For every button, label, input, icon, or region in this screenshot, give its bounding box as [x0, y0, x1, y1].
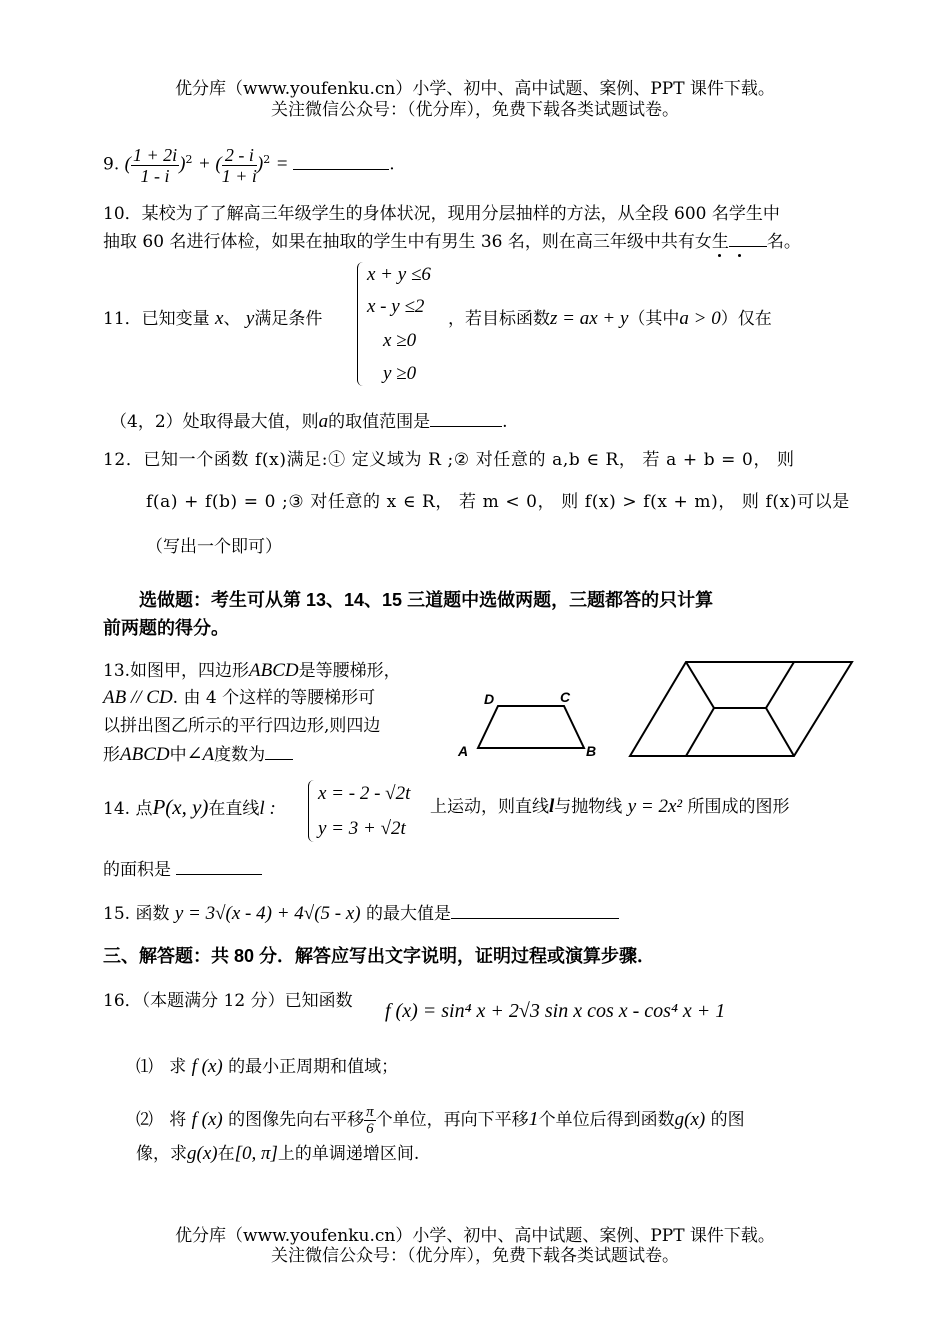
question-16-part-2-line-1: ⑵ 将 f (x) 的图像先向右平移 $\frac{\pi}{6}$ 个单位，再向下平移1个单位后得到函数g(x) 的图	[136, 1104, 745, 1137]
footer-line-2: 关注微信公众号：（优分库），免费下载各类试题试卷。	[271, 1246, 679, 1266]
elective-note-line-2: 前两题的得分。	[103, 618, 229, 638]
question-16-part-1: ⑴ 求 f (x) 的最小正周期和值域；	[136, 1056, 399, 1077]
question-16-function: f (x) = sin⁴ x + 2√3 sin x cos x - cos⁴ x + 1	[385, 1000, 726, 1022]
footer-line-1: 优分库（www.youfenku.cn）小学、初中、高中试题、案例、PPT 课件下载。	[175, 1226, 775, 1246]
question-11-line-1b: ，若目标函数z = ax + y（其中a > 0）仅在	[448, 308, 772, 329]
vertex-label-b: B	[586, 743, 597, 758]
q9-number: 9.	[103, 154, 120, 175]
elective-note-line-1: 选做题：考生可从第 13、14、15 三道题中选做两题，三题都答的只计算	[139, 590, 714, 610]
question-13-line-4: 形ABCD中∠A度数为	[103, 743, 293, 766]
question-10-line-2: 抽取 60 名进行体检，如果在抽取的学生中有男生 36 名，则在高三年级中共有女生 名。	[103, 232, 801, 252]
q14-answer-blank[interactable]	[176, 858, 262, 875]
trapezoid-shape	[478, 706, 584, 748]
vertex-label-d: D	[484, 691, 495, 707]
question-16-lead: 16．（本题满分 12 分）已知函数	[103, 991, 353, 1011]
q11-constraint-1: x + y ≤6	[367, 264, 431, 285]
vertex-label-c: C	[560, 689, 571, 705]
header-line-1: 优分库（www.youfenku.cn）小学、初中、高中试题、案例、PPT 课件下载。	[175, 79, 775, 99]
q9-fraction-1: $\frac{1 + 2i}{1 - i}$	[132, 144, 178, 186]
question-12-line-3: （写出一个即可）	[146, 537, 282, 557]
question-12-line-2: f(a) + f(b) = 0 ;③ 对任意的 x ∈ R， 若 m < 0， 则 f(x) > f(x + m)， 则 f(x)可以是	[146, 492, 850, 512]
figure-trapezoid	[452, 686, 602, 758]
question-13-line-1: 13.如图甲，四边形ABCD是等腰梯形，	[103, 660, 401, 681]
emphasis-dot	[718, 254, 721, 257]
header-line-2: 关注微信公众号：（优分库），免费下载各类试题试卷。	[271, 100, 679, 120]
question-15: 15. 函数 y = 3√(x - 4) + 4√(5 - x) 的最大值是	[103, 902, 619, 925]
figure-parallelogram	[626, 658, 856, 760]
q11-constraint-4: y ≥0	[383, 363, 417, 384]
question-12-line-1: 12．已知一个函数 f(x)满足:① 定义域为 R ;② 对任意的 a,b ∈ R， 若 a + b = 0， 则	[103, 450, 795, 470]
question-13-line-3: 以拼出图乙所示的平行四边形,则四边	[103, 716, 381, 736]
q15-answer-blank[interactable]	[451, 902, 619, 919]
q9-fraction-2: $\frac{2 - i}{1 + i}$	[221, 144, 257, 186]
inner-edge	[766, 662, 794, 708]
question-9: 9. ( $\frac{1 + 2i}{1 - i}$ )$^2$ + ( $\frac{2 - i}{1 + i}$ )$^2$ = .	[103, 144, 395, 186]
question-10-line-1: 10．某校为了了解高三年级学生的身体状况，现用分层抽样的方法，从全段 600 名学生中	[103, 204, 780, 224]
question-13-line-2: AB // CD. 由 4 个这样的等腰梯形可	[103, 687, 376, 708]
q11-constraint-2: x - y ≤2	[367, 296, 425, 317]
inner-edge	[766, 708, 794, 756]
question-11-line-1a: 11．已知变量 x、 y满足条件	[103, 308, 323, 329]
question-14-line-1a: 14. 点P(x, y)在直线l :	[103, 795, 276, 819]
q13-answer-blank[interactable]	[265, 743, 293, 760]
vertex-label-a: A	[458, 743, 469, 758]
q14-equation-1: x = - 2 - √2t	[318, 783, 411, 804]
q11-constraint-3: x ≥0	[383, 330, 417, 351]
question-11-line-2: （4，2）处取得最大值，则a的取值范围是 .	[110, 411, 508, 432]
inner-edge	[686, 662, 714, 708]
q10-answer-blank[interactable]	[729, 230, 767, 247]
emphasis-dot	[738, 254, 741, 257]
q11-system-brace	[357, 262, 366, 386]
inner-edge	[686, 708, 714, 756]
question-16-part-2-line-2: 像，求g(x)在[0, π]上的单调递增区间.	[136, 1143, 420, 1164]
q11-answer-blank[interactable]	[430, 410, 502, 427]
q14-equation-2: y = 3 + √2t	[318, 818, 406, 839]
question-14-line-1b: 上运动，则直线l与抛物线 y = 2x² 所围成的图形	[430, 796, 790, 817]
section-3-title: 三、解答题：共 80 分．解答应写出文字说明，证明过程或演算步骤．	[103, 946, 656, 966]
q9-answer-blank[interactable]	[293, 153, 389, 170]
q14-system-brace	[308, 780, 317, 842]
question-14-line-2: 的面积是	[103, 858, 262, 881]
